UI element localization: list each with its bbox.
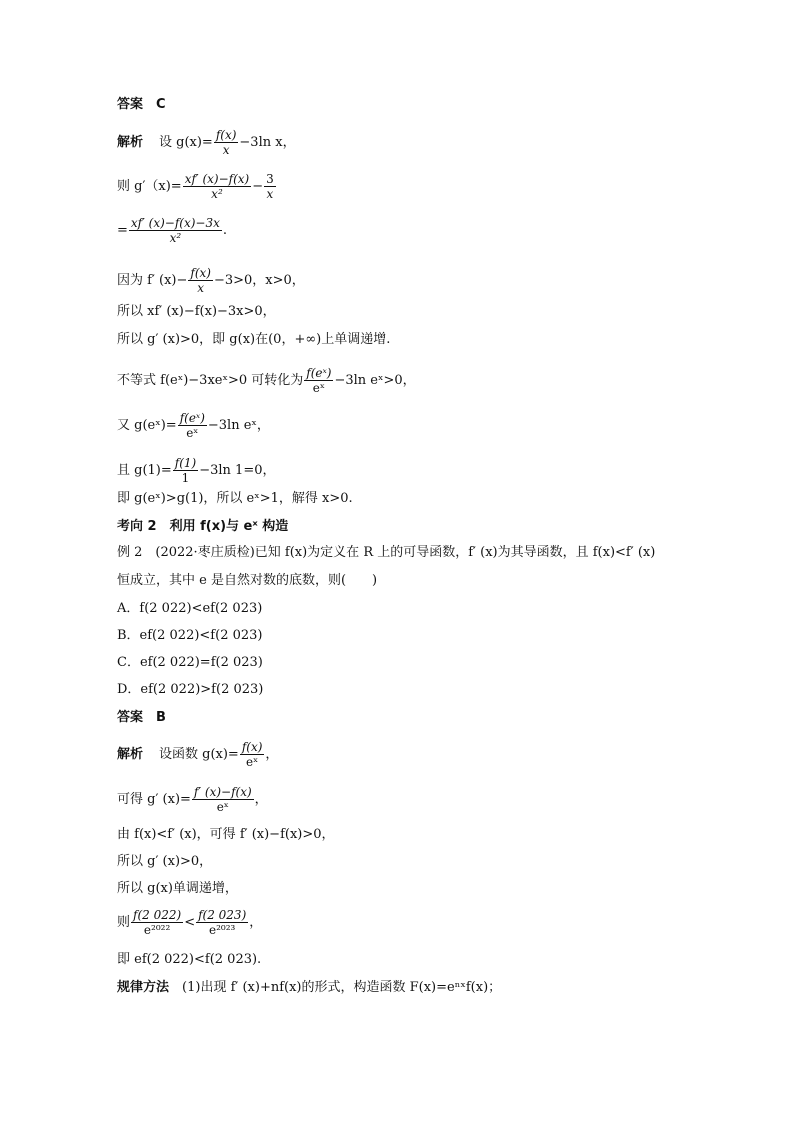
- fraction: $\frac{xf' (x)-f(x)-3x}{\text{x²}}$: [130, 216, 220, 245]
- option-c: C．ef(2 022)=f(2 023): [117, 655, 263, 670]
- solution-line-1: 解析 设 g(x)= $\frac{f(x)}{x}$ −3ln x，: [117, 128, 296, 157]
- option-d: D．ef(2 022)>f(2 023): [117, 682, 264, 697]
- solution-line-6: 所以 g′ (x)>0，即 g(x)在(0，+∞)上单调递增.: [117, 332, 391, 347]
- solution-line-9: 且 g(1)= $\frac{f(1)}{1}$ −3ln 1=0，: [117, 456, 276, 485]
- answer-1: 答案 C: [117, 97, 166, 112]
- text: 设 g(x)=: [159, 135, 213, 150]
- example-2-line-1: 例 2 (2022·枣庄质检)已知 f(x)为定义在 R 上的可导函数，f′ (x)为其导函数，且 f(x)<f′ (x): [117, 545, 656, 560]
- solution2-line-4: 所以 g′ (x)>0，: [117, 854, 213, 869]
- fraction: $\frac{\text{f(eˣ)}}{\text{eˣ}}$: [179, 411, 205, 440]
- solution2-line-2: 可得 g′ (x)= $\frac{f' (x)-f(x)}{\text{eˣ}}$ ，: [117, 785, 268, 814]
- solution-line-10: 即 g(eˣ)>g(1)，所以 eˣ>1，解得 x>0.: [117, 491, 353, 506]
- solution2-line-1: 解析 设函数 g(x)= $\frac{f(x)}{\text{eˣ}}$ ，: [117, 740, 279, 769]
- solution2-line-6: 则 $\frac{f(2 022)}{\text{e²⁰²²}}$ < $\frac{f(2 023)}{\text{e²⁰²³}}$ ，: [117, 908, 263, 937]
- fraction: $\frac{f' (x)-f(x)}{\text{eˣ}}$: [193, 785, 252, 814]
- rule-label: 规律方法: [117, 980, 170, 995]
- solution-line-8: 又 g(eˣ)= $\frac{\text{f(eˣ)}}{\text{eˣ}}$ −3ln eˣ，: [117, 411, 270, 440]
- solution-line-5: 所以 xf′ (x)−f(x)−3x>0，: [117, 304, 276, 319]
- direction-heading: 考向 2 利用 f(x)与 eˣ 构造: [117, 519, 289, 534]
- solution2-line-5: 所以 g(x)单调递增，: [117, 881, 238, 896]
- solution-line-3: = $\frac{xf' (x)-f(x)-3x}{\text{x²}}$ .: [117, 216, 228, 245]
- solution-line-4: 因为 f′ (x)− $\frac{f(x)}{x}$ −3>0，x>0，: [117, 266, 305, 295]
- rule-text: (1)出现 f′ (x)+nf(x)的形式，构造函数 F(x)=eⁿˣf(x)；: [182, 980, 502, 995]
- solution-label: 解析: [117, 747, 144, 762]
- fraction: $\frac{xf' (x)-f(x)}{\text{x²}}$: [184, 172, 250, 201]
- solution2-line-7: 即 ef(2 022)<f(2 023).: [117, 952, 262, 967]
- solution-label: 解析: [117, 135, 144, 150]
- example-2-line-2: 恒成立，其中 e 是自然对数的底数，则( ): [117, 573, 378, 588]
- solution-line-7: 不等式 f(eˣ)−3xeˣ>0 可转化为 $\frac{\text{f(eˣ)}}{\text{eˣ}}$ −3ln eˣ>0，: [117, 366, 416, 395]
- answer-2: 答案 B: [117, 710, 166, 725]
- solution-line-2: 则 g′（x)= $\frac{xf' (x)-f(x)}{\text{x²}}$ − $\frac{3}{x}$: [117, 172, 274, 201]
- fraction: $\frac{3}{x}$: [266, 172, 274, 201]
- fraction: $\frac{f(x)}{\text{eˣ}}$: [241, 740, 263, 769]
- option-a: A．f(2 022)<ef(2 023): [117, 601, 263, 616]
- fraction: $\frac{f(2 022)}{\text{e²⁰²²}}$: [133, 908, 182, 937]
- solution2-line-3: 由 f(x)<f′ (x)，可得 f′ (x)−f(x)>0，: [117, 827, 335, 842]
- rule-line: [117, 980, 501, 996]
- fraction: $\frac{f(x)}{x}$: [190, 266, 211, 295]
- fraction: $\frac{\text{f(eˣ)}}{\text{eˣ}}$: [306, 366, 332, 395]
- fraction: $\frac{f(x)}{x}$: [215, 128, 237, 157]
- fraction: $\frac{f(1)}{1}$: [174, 456, 197, 485]
- option-b: B．ef(2 022)<f(2 023): [117, 628, 263, 643]
- fraction: $\frac{f(2 023)}{\text{e²⁰²³}}$: [198, 908, 247, 937]
